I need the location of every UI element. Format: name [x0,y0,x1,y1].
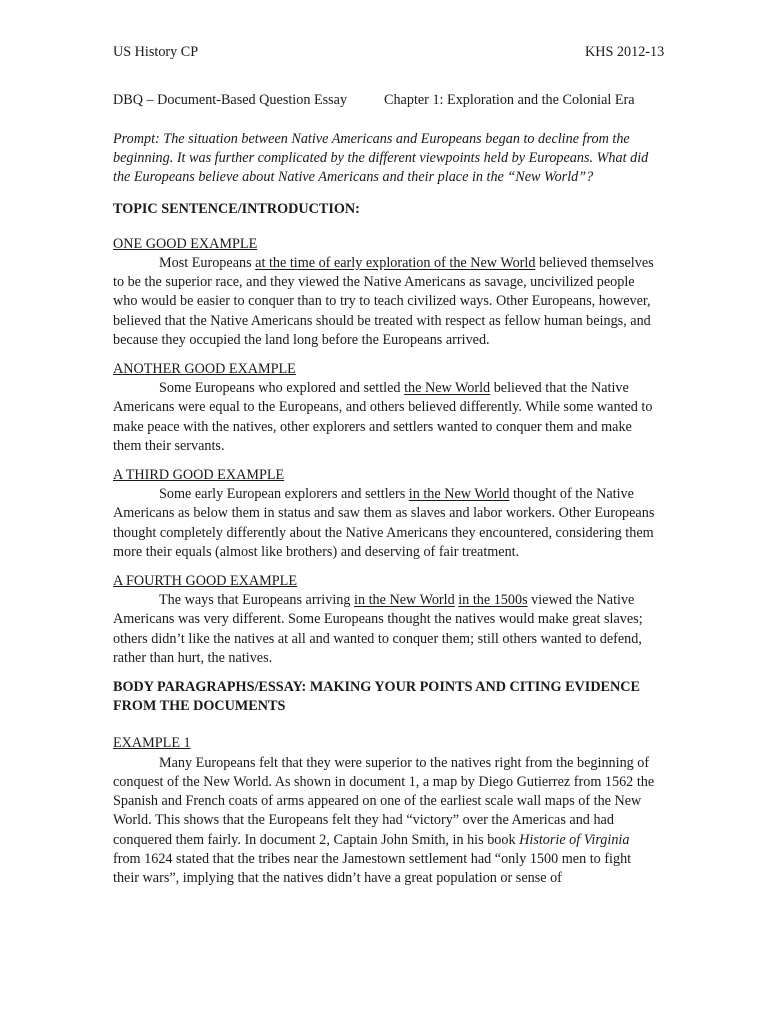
example-paragraph: Some Europeans who explored and settled the New World believed that the Native Americans were equal to the Europeans, and others believed differently. While some wanted to make peace with the natives, other explorers and settlers wanted to conquer them and make them their servants. [113,380,653,454]
example-paragraph: Some early European explorers and settlers in the New World thought of the Native Americans as below them in status and saw them as slaves and labor workers. Other Europeans thought completely differently about the Native Americans they encountered, considering them more their equals (almost like brothers) and deserving of fair treatment. [113,486,655,560]
example-paragraph: Many Europeans felt that they were superior to the natives right from the beginning of conquest of the New World. As shown in document 1, a map by Diego Gutierrez from 1562 the Spanish and French coats of arms appeared on one of the earliest scale wall maps of the New World. This shows that the Europeans felt they had “victory” over the Americas and had conquered them fairly. In document 2, Captain John Smith, in his book Historie of Virginia from 1624 stated that the tribes near the Jamestown settlement had “only 1500 men to fight their wars”, implying that the natives didn’t have a great population or sense of [113,754,655,886]
example-label: A FOURTH GOOD EXAMPLE [113,573,297,590]
underlined-phrase: in the New World [408,486,510,503]
underlined-phrase: in the 1500s [458,592,528,609]
example-paragraph: Most Europeans at the time of early exploration of the New World believed themselves to be the superior race, and they viewed the Native Americans as savage, uncivilized people who would be easier to conquer than to try to teach civilized ways. Other Europeans, however, believed that the Native Americans should be treated with respect as fellow human beings, and because they occupied the land long before the Europeans arrived. [113,255,654,348]
school-year: KHS 2012-13 [585,44,665,60]
essay-prompt: Prompt: The situation between Native Americans and Europeans began to decline from the beginning. It was further complicated by the different viewpoints held by Europeans. What did the Europeans believe about Native Americans and their place in the “New World”? [113,131,649,186]
body-heading: BODY PARAGRAPHS/ESSAY: MAKING YOUR POINTS AND CITING EVIDENCE FROM THE DOCUMENTS [113,679,640,715]
example-label: A THIRD GOOD EXAMPLE [113,467,285,484]
chapter-title: Chapter 1: Exploration and the Colonial Era [384,92,635,108]
example-label: ANOTHER GOOD EXAMPLE [113,361,296,378]
underlined-phrase: at the time of early exploration of the New World [255,255,536,272]
example-paragraph: The ways that Europeans arriving in the New World in the 1500s viewed the Native Americans was very different. Some Europeans thought the natives would make great slaves; others didn’t like the natives at all and wanted to conquer them; still others wanted to defend, rather than hurt, the natives. [113,592,643,666]
assignment-title: DBQ – Document-Based Question Essay [113,92,348,108]
underlined-phrase: in the New World [354,592,455,609]
example-label: EXAMPLE 1 [113,735,191,752]
topic-heading: TOPIC SENTENCE/INTRODUCTION: [113,200,360,217]
example-label: ONE GOOD EXAMPLE [113,235,258,252]
book-title: Historie of Virginia [519,831,630,848]
course-title: US History CP [113,44,199,60]
underlined-phrase: the New World [404,380,491,397]
document-body [113,130,658,898]
